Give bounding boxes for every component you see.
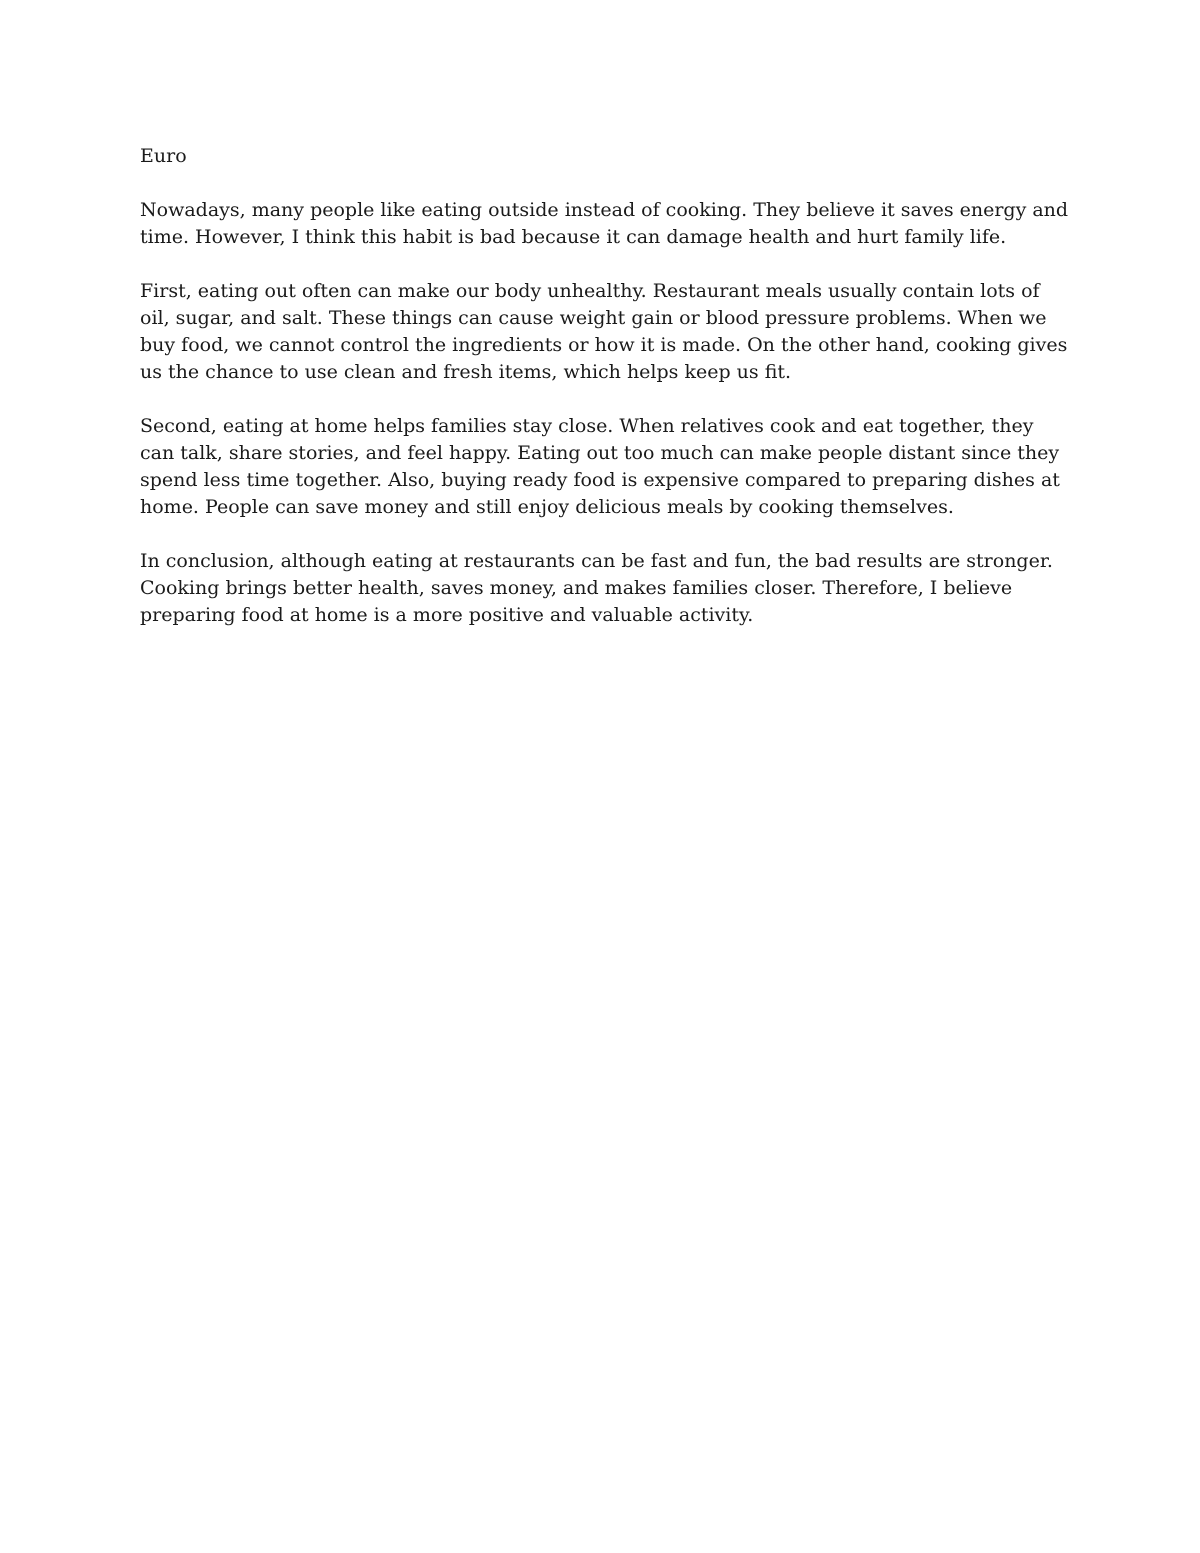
document-body bbox=[140, 143, 1070, 656]
paragraph-health: First, eating out often can make our body unhealthy. Restaurant meals usually contain lots of oil, sugar, and salt. These things can cause weight gain or blood pressure problems. When we buy food, we cannot control the ingredients or how it is made. On the other hand, cooking gives us the chance to use clean and fresh items, which helps keep us fit. bbox=[140, 280, 1068, 383]
paragraph-family: Second, eating at home helps families stay close. When relatives cook and eat together, they can talk, share stories, and feel happy. Eating out too much can make people distant since they spend less time together. Also, buying ready food is expensive compared to preparing dishes at home. People can save money and still enjoy delicious meals by cooking themselves. bbox=[140, 415, 1060, 518]
paragraph-intro: Nowadays, many people like eating outside instead of cooking. They believe it saves energy and time. However, I think this habit is bad because it can damage health and hurt family life. bbox=[140, 199, 1069, 248]
paragraph-conclusion: In conclusion, although eating at restaurants can be fast and fun, the bad results are stronger. Cooking brings better health, saves money, and makes families closer. Therefore, I believe preparing food at home is a more positive and valuable activity. bbox=[140, 550, 1053, 626]
document-title: Euro bbox=[140, 145, 187, 167]
